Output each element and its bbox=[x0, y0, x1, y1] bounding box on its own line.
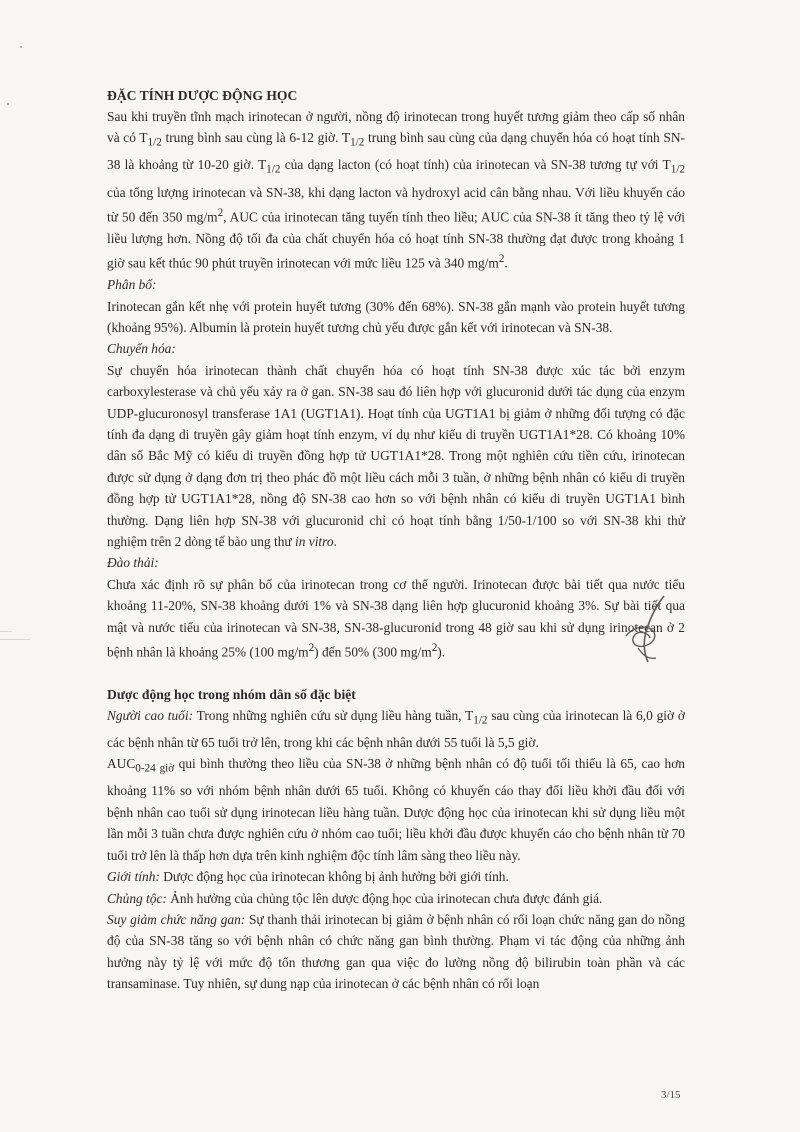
special-populations-heading: Dược động học trong nhóm dân số đặc biệt bbox=[107, 686, 356, 702]
elderly-paragraph: Người cao tuổi: Trong những nghiên cứu sử dụng liều hàng tuần, $T_{1/2}$ sau cùng của irinotecan là 6,0 giờ ở các bệnh nhân từ 65 tuổi trở lên, trong khi các bệnh nhân dưới 55 tuổi là 5,5 giờ. bbox=[107, 707, 685, 750]
elderly-label: Người cao tuổi: bbox=[107, 707, 194, 723]
metabolism-paragraph: Sự chuyển hóa irinotecan thành chất chuyển hóa có hoạt tính SN-38 được xúc tác bởi enzym carboxylesterase và chủ yếu xảy ra ở gan. SN-38 sau đó liên hợp với glucuronid dưới tác dụng của enzym UDP-glucuronosyl transferase 1A1 (UGT1A1). Hoạt tính của UGT1A1 bị giảm ở những đối tượng có đặc tính đa dạng di truyền gây giảm hoạt tính enzym, ví dụ như kiểu di truyền UGT1A1*28. Có khoảng 10% dân số Bắc Mỹ có kiểu di truyền đồng hợp tử UGT1A1*28. Trong một nghiên cứu tiền cứu, irinotecan được sử dụng ở dạng đơn trị theo phác đồ một liều cách mỗi 3 tuần, ở những bệnh nhân có kiểu di truyền đồng hợp tử UGT1A1*28, nồng độ SN-38 cao hơn so với bệnh nhân có kiểu di truyền UGT1A1 bình thường. Dạng liên hợp SN-38 với glucuronid chỉ có hoạt tính bằng 1/50-1/100 so với SN-38 khi thử nghiệm trên 2 dòng tế bào ung thư in vitro. bbox=[107, 362, 685, 549]
metabolism-heading: Chuyển hóa: bbox=[107, 341, 176, 357]
scan-line bbox=[0, 631, 12, 632]
page-number: 3/15 bbox=[661, 1089, 681, 1101]
document-body bbox=[107, 86, 685, 995]
liver-label: Suy giảm chức năng gan: bbox=[107, 911, 246, 927]
elimination-heading: Đào thải: bbox=[107, 555, 159, 571]
distribution-heading: Phân bố: bbox=[107, 277, 157, 293]
elimination-paragraph: Chưa xác định rõ sự phân bố của irinotecan trong cơ thể người. Irinotecan được bài tiết qua nước tiểu khoảng 11-20%, SN-38 khoảng dưới 1% và SN-38 dạng liên hợp glucuronid khoảng 3%. Sự bài tiết qua mật và nước tiểu của irinotecan và SN-38, SN-38-glucuronid trong 48 giờ sau khi sử dụng irinotecan ở 2 bệnh nhân là khoảng 25% (100 $mg/m^2$) đến 50% (300 $mg/m^2$). bbox=[107, 576, 685, 660]
distribution-paragraph: Irinotecan gắn kết nhẹ với protein huyết tương (30% đến 68%). SN-38 gắn mạnh vào protein huyết tương (khoảng 95%). Albumin là protein huyết tương chủ yếu được gắn kết với irinotecan và SN-38. bbox=[107, 298, 685, 335]
auc-paragraph: $AUC_{0-24 giờ}$ qui bình thường theo liều của SN-38 ở những bệnh nhân có độ tuổi tối thiểu là 65, cao hơn khoảng 11% so với nhóm bệnh nhân dưới 65 tuổi. Không có khuyến cáo thay đổi liều khởi đầu đối với bệnh nhân cao tuổi sử dụng irinotecan liều hàng tuần. Dược động học của irinotecan khi sử dụng liều một lần mỗi 3 tuần chưa được nghiên cứu ở nhóm cao tuổi; liều khởi đầu được khuyến cáo cho bệnh nhân từ 70 tuổi trở lên là thấp hơn dựa trên kinh nghiệm độc tính lâm sàng theo liều này. bbox=[107, 756, 685, 863]
race-paragraph: Chủng tộc: Ảnh hưởng của chủng tộc lên dược động học của irinotecan chưa được đánh giá. bbox=[107, 890, 603, 906]
scan-speck bbox=[20, 46, 22, 48]
liver-paragraph: Suy giảm chức năng gan: Sự thanh thải irinotecan bị giảm ở bệnh nhân có rối loạn chức năng gan do nồng độ của SN-38 tăng so với bệnh nhân có chức năng gan bình thường. Phạm vi tác động của những ảnh hưởng này tỷ lệ với mức độ tổn thương gan qua việc đo lường nồng độ bilirubin toàn phần và các transaminase. Tuy nhiên, sự dung nạp của irinotecan ở các bệnh nhân có rối loạn bbox=[107, 911, 685, 992]
scan-line bbox=[0, 639, 30, 640]
race-label: Chủng tộc: bbox=[107, 890, 167, 906]
handwritten-signature bbox=[586, 588, 676, 678]
page-title: ĐẶC TÍNH DƯỢC ĐỘNG HỌC bbox=[107, 88, 298, 103]
gender-paragraph: Giới tính: Dược động học của irinotecan không bị ảnh hưởng bởi giới tính. bbox=[107, 869, 509, 885]
scan-speck bbox=[7, 103, 9, 105]
gender-label: Giới tính: bbox=[107, 869, 160, 885]
intro-paragraph: Sau khi truyền tĩnh mạch irinotecan ở người, nồng độ irinotecan trong huyết tương giảm theo cấp số nhân và có $T_{1/2}$ trung bình sau cùng là 6-12 giờ. $T_{1/2}$ trung bình sau cùng của dạng chuyển hóa có hoạt tính SN-38 là khoảng từ 10-20 giờ. $T_{1/2}$ của dạng lacton (có hoạt tính) của irinotecan và SN-38 tương tự với $T_{1/2}$ của tổng lượng irinotecan và SN-38, khi dạng lacton và hydroxyl acid cân bằng nhau. Với liều khuyến cáo từ 50 đến 350 $mg/m^2$, AUC của irinotecan tăng tuyến tính theo liều; AUC của SN-38 ít tăng theo tỷ lệ với liều lượng hơn. Nồng độ tối đa của chất chuyển hóa có hoạt tính SN-38 thường đạt được trong khoảng 1 giờ sau kết thúc 90 phút truyền irinotecan với mức liều 125 và 340 $mg/m^2$. bbox=[107, 109, 685, 271]
